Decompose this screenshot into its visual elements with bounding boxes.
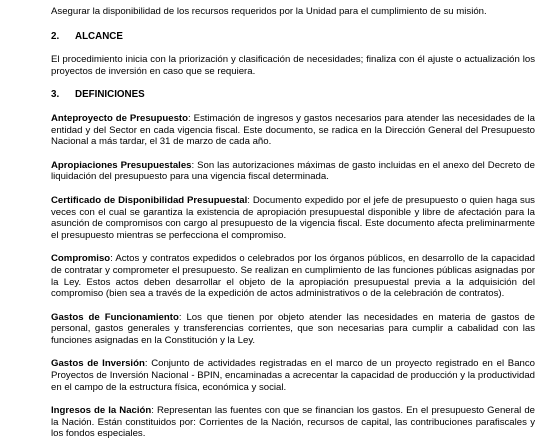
definition-term: Compromiso — [51, 253, 111, 265]
objective-text: Asegurar la disponibilidad de los recursos requeridos por la Unidad para el cumplimiento de su misión. — [51, 6, 487, 17]
definition-term: Gastos de Inversión — [51, 358, 145, 370]
definition-term: Ingresos de la Nación — [51, 405, 152, 417]
definition-term: Gastos de Funcionamiento — [51, 311, 179, 323]
definition-term: Certificado de Disponibilidad Presupuestal — [51, 194, 248, 206]
definitions-list — [51, 113, 535, 440]
definition-item — [51, 312, 535, 347]
definition-text: : Representan las fuentes con que se financian los gastos. En el presupuesto General de la Nación. Están constituidos por: Corrientes de la Nación, recursos de capital, las contribuciones parafiscales y los fondos especiales. — [51, 405, 535, 440]
definition-item — [51, 405, 535, 440]
definition-text: : Son las autorizaciones máximas de gasto incluidas en el anexo del Decreto de liquidación del presupuesto para una vigencia fiscal determinada. — [51, 159, 535, 183]
section-heading-alcance — [51, 31, 535, 43]
definition-text: : Estimación de ingresos y gastos necesarios para atender las necesidades de la entidad y del Sector en cada vigencia fiscal. Este documento, se radica en la Dirección General del Presupuesto Nacional a más tardar, el 31 de marzo de cada año. — [51, 112, 535, 148]
definition-item — [51, 113, 535, 148]
section-title: DEFINICIONES — [75, 89, 145, 101]
definition-text: : Conjunto de actividades registradas en el marco de un proyecto registrado en el Banco Proyectos de Inversión Nacional - BPIN, encaminadas a acrecentar la capacidad de producción y la productividad en el campo de la estructura física, económica y social. — [51, 358, 535, 393]
alcance-text: El procedimiento inicia con la priorización y clasificación de necesidades; finaliza con él ajuste o actualización los proyectos de inversión en caso que se requiera. — [51, 54, 535, 77]
section-number: 2. — [51, 30, 60, 42]
definition-text: : Los que tienen por objeto atender las necesidades en materia de gastos de personal, gastos generales y transferencias corrientes, que son necesarias para cumplir a cabalidad con las funciones asignadas en la Constitución y la Ley. — [51, 311, 535, 346]
section-number: 3. — [51, 89, 60, 101]
definition-term: Anteproyecto de Presupuesto — [51, 112, 188, 124]
definition-item — [51, 358, 535, 393]
section-heading-definiciones — [51, 89, 535, 101]
definition-item — [51, 253, 535, 299]
definition-item — [51, 160, 535, 183]
definition-text: : Actos y contratos expedidos o celebrados por los órganos públicos, en desarrollo de la capacidad de contratar y comprometer el presupuesto. Se realizan en cumplimiento de las funciones públicas asignadas por la Ley. Estos actos deben desarrollar el objeto de la apropiación presupuestal previa a la adquisición del compromiso (bien sea a través de la expedición de actos administrativos o de la celebración de contratos). — [51, 253, 535, 300]
definition-term: Apropiaciones Presupuestales — [51, 159, 192, 171]
section-title: ALCANCE — [75, 30, 123, 42]
definition-item — [51, 195, 535, 241]
definition-text: : Documento expedido por el jefe de presupuesto o quien haga sus veces con el cual se garantiza la existencia de apropiación presupuestal disponible y libre de afectación para la asunción de compromisos con cargo al presupuesto de la vigencia fiscal. Este documento afecta preliminarmente el presupuesto mientras se perfecciona el compromiso. — [51, 194, 535, 241]
